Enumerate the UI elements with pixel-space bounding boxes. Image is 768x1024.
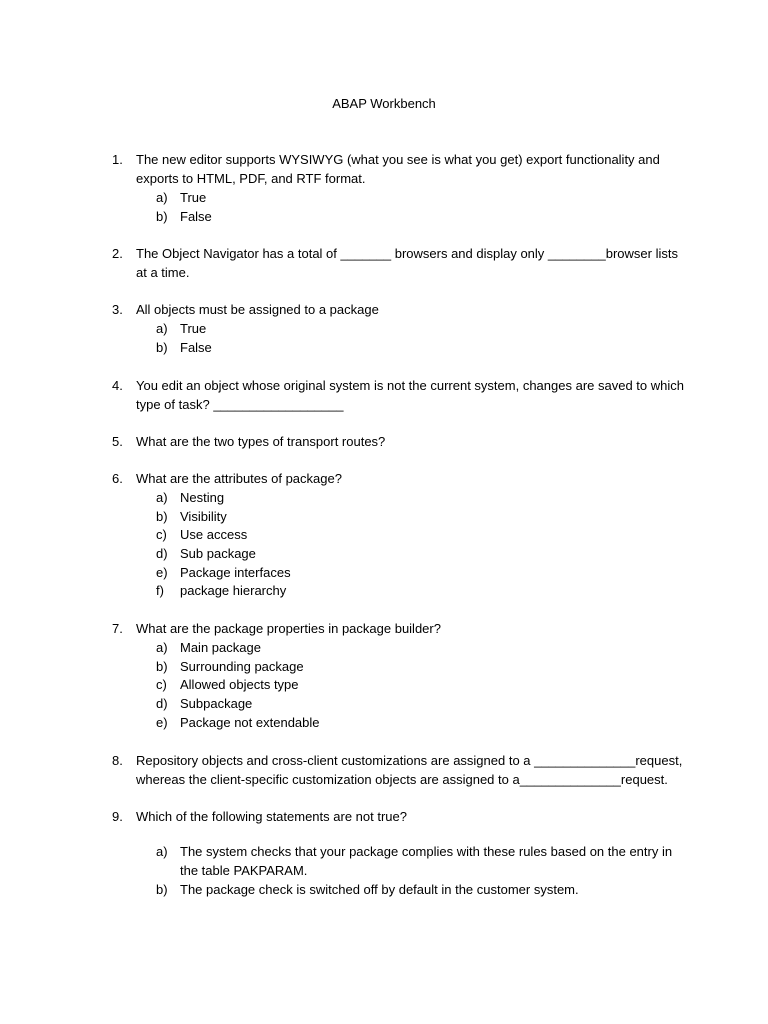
option-item <box>112 544 692 563</box>
option-item <box>112 694 692 713</box>
option-item <box>112 581 692 600</box>
option-text: Subpackage <box>180 696 253 712</box>
option-text: False <box>180 208 212 224</box>
option-text: Package interfaces <box>180 564 291 580</box>
option-item <box>112 563 692 582</box>
option-letter: d) <box>156 546 168 562</box>
option-letter: b) <box>156 508 168 524</box>
question-9-options <box>112 842 692 899</box>
option-text: True <box>180 190 207 205</box>
question-text: What are the attributes of package? <box>136 471 342 486</box>
option-list <box>112 188 692 225</box>
option-letter: b) <box>156 339 168 355</box>
option-text: False <box>180 339 212 355</box>
option-letter: b) <box>156 882 168 897</box>
option-letter: e) <box>156 714 168 730</box>
option-item <box>112 880 692 899</box>
question-text: What are the two types of transport routes? <box>136 434 386 449</box>
option-letter: a) <box>156 640 168 655</box>
question-6 <box>112 469 692 600</box>
option-item <box>112 488 692 507</box>
option-letter: a) <box>156 321 168 336</box>
option-text: Main package <box>180 640 261 655</box>
option-item <box>112 525 692 544</box>
question-number: 1. <box>112 152 123 167</box>
option-letter: d) <box>156 696 168 712</box>
option-text: Nesting <box>180 490 225 505</box>
option-text: The system checks that your package complies with these rules based on the entry in the table PAKPARAM. <box>180 844 673 878</box>
question-text: Which of the following statements are not true? <box>136 809 407 824</box>
option-item <box>112 638 692 657</box>
question-4 <box>112 376 692 414</box>
question-2 <box>112 244 692 282</box>
option-text: Allowed objects type <box>180 677 299 693</box>
question-number: 7. <box>112 621 123 636</box>
option-letter: c) <box>156 677 167 693</box>
question-number: 6. <box>112 471 123 486</box>
option-letter: a) <box>156 844 168 859</box>
option-item <box>112 338 692 357</box>
question-text: All objects must be assigned to a package <box>136 302 379 317</box>
question-number: 2. <box>112 246 123 261</box>
option-item <box>112 507 692 526</box>
question-text: The Object Navigator has a total of _______ browsers and display only ________browser lists at a time. <box>136 246 678 280</box>
option-text: package hierarchy <box>180 583 287 599</box>
option-letter: b) <box>156 208 168 224</box>
option-item <box>112 842 692 880</box>
question-text: The new editor supports WYSIWYG (what you see is what you get) export functionality and exports to HTML, PDF, and RTF format. <box>136 152 660 186</box>
option-letter: f) <box>156 583 164 599</box>
question-9 <box>112 807 692 826</box>
question-text: You edit an object whose original system is not the current system, changes are saved to which type of task? __________________ <box>136 378 684 412</box>
question-number: 3. <box>112 302 123 317</box>
option-text: Use access <box>180 527 248 543</box>
option-text: Surrounding package <box>180 658 304 674</box>
option-item <box>112 188 692 207</box>
option-list <box>112 319 692 356</box>
option-letter: b) <box>156 658 168 674</box>
option-item <box>112 319 692 338</box>
option-text: Package not extendable <box>180 714 320 730</box>
option-text: The package check is switched off by default in the customer system. <box>180 882 579 897</box>
option-text: True <box>180 321 207 336</box>
question-number: 8. <box>112 753 123 768</box>
question-8 <box>112 751 692 789</box>
option-item <box>112 713 692 732</box>
option-letter: c) <box>156 527 167 543</box>
question-5 <box>112 432 692 451</box>
question-7 <box>112 619 692 731</box>
option-text: Visibility <box>180 508 227 524</box>
option-letter: a) <box>156 190 168 205</box>
question-number: 4. <box>112 378 123 393</box>
option-text: Sub package <box>180 546 256 562</box>
option-list <box>112 638 692 731</box>
question-number: 9. <box>112 809 123 824</box>
question-text: What are the package properties in package builder? <box>136 621 441 636</box>
option-list <box>112 488 692 600</box>
question-3 <box>112 300 692 356</box>
option-list <box>112 842 692 899</box>
option-item <box>112 207 692 226</box>
option-item <box>112 657 692 676</box>
option-item <box>112 675 692 694</box>
question-1 <box>112 150 692 225</box>
question-number: 5. <box>112 434 123 449</box>
option-letter: a) <box>156 490 168 505</box>
question-text: Repository objects and cross-client customizations are assigned to a ______________request, whereas the client-specific customization objects are assigned to a______________request. <box>136 753 683 787</box>
option-letter: e) <box>156 564 168 580</box>
document-title: ABAP Workbench <box>332 96 436 111</box>
